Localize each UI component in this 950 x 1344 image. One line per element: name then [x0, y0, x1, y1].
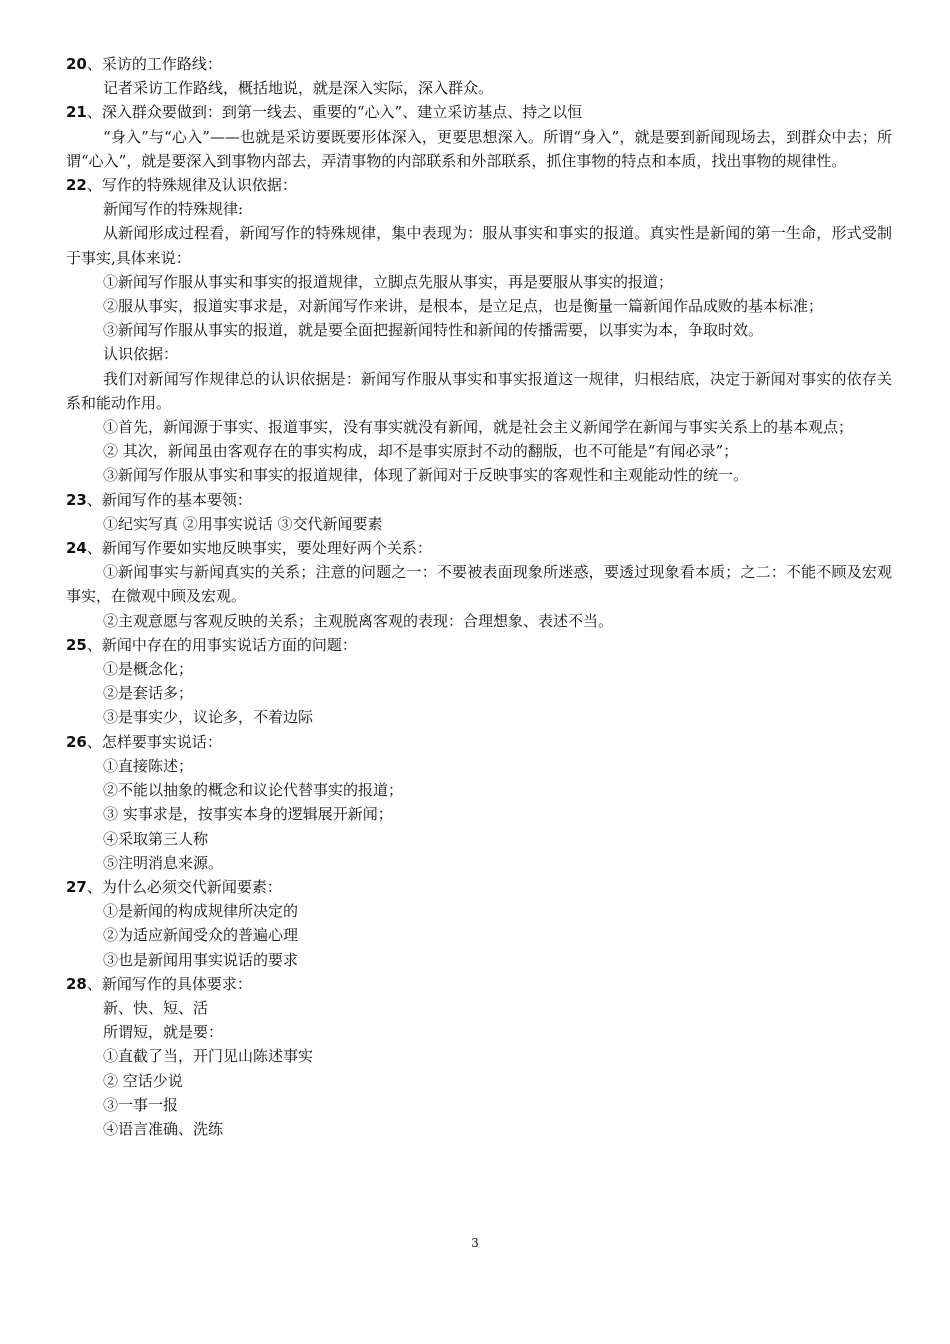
paragraph: 新闻写作的特殊规律:: [103, 200, 244, 219]
list-item: ①首先，新闻源于事实、报道事实，没有事实就没有新闻，就是社会主义新闻学在新闻与事实关系上的基本观点；: [103, 418, 854, 437]
list-item: ④采取第三人称: [103, 829, 209, 848]
list-item: ③新闻写作服从事实的报道，就是要全面把握新闻特性和新闻的传播需要，以事实为本，争取时效。: [103, 321, 764, 340]
paragraph: 认识依据：: [103, 345, 179, 364]
paragraph: “身入”与“心入”——也就是采访要既要形体深入，更要思想深入。所谓“身入”，就是要到新闻现场去，到群众中去；所谓“心入”，就是要深入到事物内部去，弄清事物的内部联系和外部联系，抓住事物的特点和本质，找出事物的规律性。: [66, 127, 892, 170]
section-heading-24: 24、新闻写作要如实地反映事实，要处理好两个关系：: [66, 539, 432, 558]
list-item: ③新闻写作服从事实和事实的报道规律，体现了新闻对于反映事实的客观性和主观能动性的统一。: [103, 466, 749, 485]
paragraph: 从新闻形成过程看，新闻写作的特殊规律，集中表现为：服从事实和事实的报道。真实性是新闻的第一生命，形式受制于事实,具体来说：: [66, 224, 892, 267]
list-item: ①是新闻的构成规律所决定的: [103, 902, 299, 921]
list-item: ③是事实少，议论多，不着边际: [103, 708, 314, 727]
list-item: ③一事一报: [103, 1095, 179, 1114]
section-heading-20: 20、采访的工作路线：: [66, 55, 222, 73]
section-heading-28: 28、新闻写作的具体要求：: [66, 974, 252, 993]
list-item: ①新闻写作服从事实和事实的报道规律，立脚点先服从事实，再是要服从事实的报道；: [103, 272, 674, 291]
list-item: ②是套话多；: [103, 684, 194, 703]
list-item: ①直接陈述；: [103, 756, 194, 775]
section-heading-25: 25、新闻中存在的用事实说话方面的问题：: [66, 635, 357, 654]
list-item: ③也是新闻用事实说话的要求: [103, 950, 299, 969]
paragraph: 所谓短，就是要：: [103, 1023, 224, 1042]
page-number: 3: [471, 1236, 479, 1250]
list-item: ② 其次，新闻虽由客观存在的事实构成，却不是事实原封不动的翻版，也不可能是“有闻必录”；: [103, 442, 739, 461]
list-item: ②服从事实，报道实事求是，对新闻写作来讲，是根本，是立足点，也是衡量一篇新闻作品成败的基本标准；: [103, 297, 824, 316]
list-item: ①新闻事实与新闻真实的关系；注意的问题之一：不要被表面现象所迷惑，要透过现象看本质；之二：不能不顾及宏观事实，在微观中顾及宏观。: [66, 563, 892, 606]
list-item: ②主观意愿与客观反映的关系；主观脱离客观的表现：合理想象、表述不当。: [103, 611, 614, 630]
section-heading-21: 21、深入群众要做到：到第一线去、重要的“心入”、建立采访基点、持之以恒: [66, 103, 583, 122]
list-item: ②为适应新闻受众的普遍心理: [103, 926, 299, 945]
paragraph: 新、快、短、活: [103, 998, 209, 1017]
paragraph: 我们对新闻写作规律总的认识依据是：新闻写作服从事实和事实报道这一规律，归根结底，决定于新闻对事实的依存关系和能动作用。: [66, 369, 892, 412]
section-heading-23: 23、新闻写作的基本要领：: [66, 490, 252, 509]
list-item: ② 空话少说: [103, 1071, 183, 1090]
section-heading-22: 22、写作的特殊规律及认识依据：: [66, 176, 297, 195]
list-item: ⑤注明消息来源。: [103, 853, 224, 872]
list-item: ①纪实写真 ②用事实说话 ③交代新闻要素: [103, 514, 383, 533]
list-item: ②不能以抽象的概念和议论代替事实的报道；: [103, 781, 404, 800]
document-content: [66, 52, 892, 1141]
paragraph: 记者采访工作路线，概括地说，就是深入实际，深入群众。: [103, 79, 494, 98]
list-item: ③ 实事求是，按事实本身的逻辑展开新闻；: [103, 805, 393, 824]
section-heading-26: 26、怎样要事实说话：: [66, 732, 222, 751]
list-item: ④语言准确、洗练: [103, 1119, 224, 1138]
section-heading-27: 27、为什么必须交代新闻要素：: [66, 877, 282, 896]
list-item: ①直截了当，开门见山陈述事实: [103, 1047, 314, 1066]
list-item: ①是概念化；: [103, 660, 194, 679]
